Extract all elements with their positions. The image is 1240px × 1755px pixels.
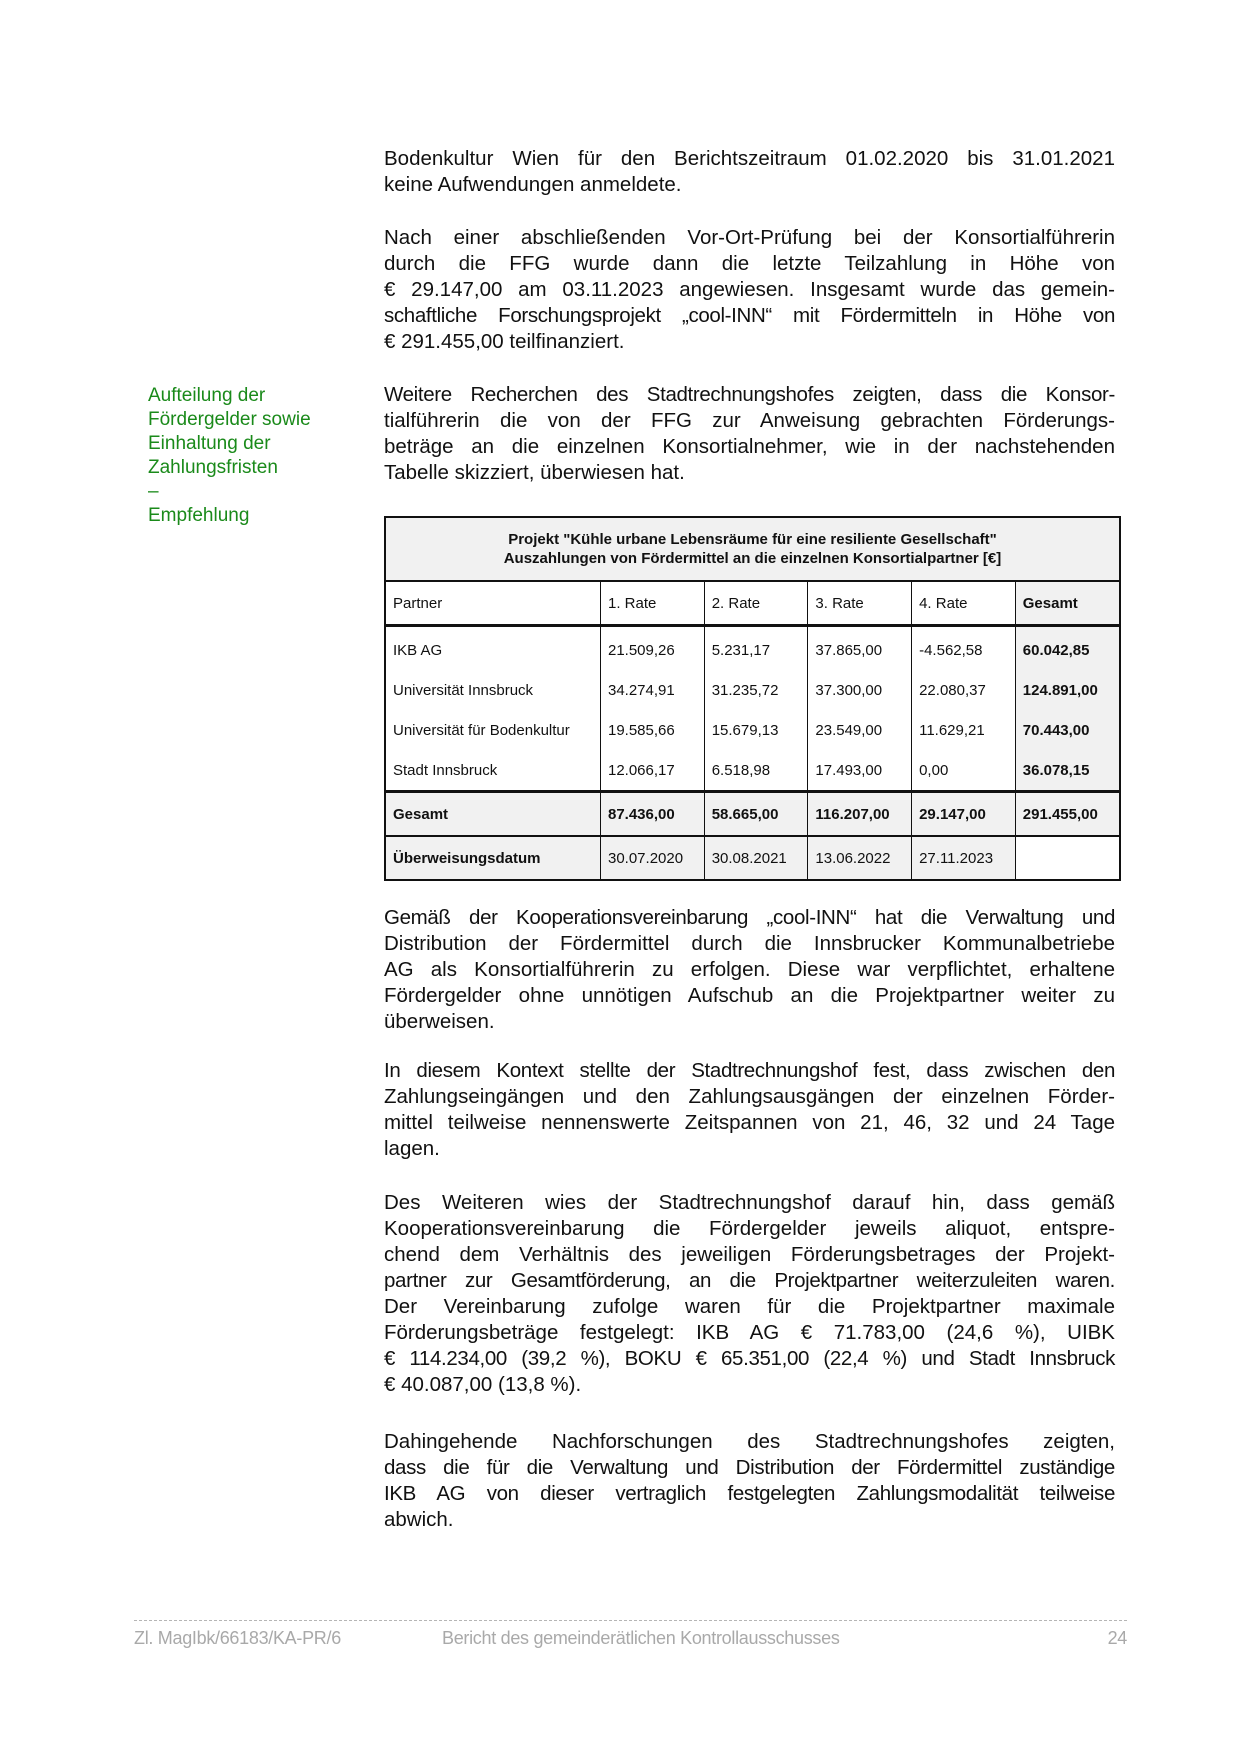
text-line: keine Aufwendungen anmeldete.	[384, 173, 682, 196]
text-line: lagen.	[384, 1137, 440, 1160]
text-line: Kooperationsvereinbarung die Fördergelder jeweils aliquot, entspre-	[384, 1217, 1115, 1240]
table-header-row	[385, 581, 1120, 626]
text-line: dass die für die Verwaltung und Distribution der Fördermittel zuständige	[384, 1456, 1115, 1479]
margin-note-line: –	[148, 481, 159, 502]
column-header: Partner	[385, 581, 600, 626]
table-row	[385, 626, 1120, 671]
text-line: überweisen.	[384, 1010, 495, 1033]
paragraph-recherchen	[384, 382, 1115, 486]
text-line: tialführerin die von der FFG zur Anweisung gebrachten Förderungs-	[384, 409, 1115, 432]
table-cell: 0,00	[912, 750, 1016, 792]
table-cell: Gesamt	[385, 792, 600, 837]
text-line: abwich.	[384, 1508, 454, 1531]
text-line: partner zur Gesamtförderung, an die Projektpartner weiterzuleiten waren.	[384, 1269, 1115, 1292]
table-title-line1: Projekt "Kühle urbane Lebensräume für eine resiliente Gesellschaft"	[508, 531, 997, 548]
paragraph-aliquot	[384, 1190, 1115, 1398]
table-title	[385, 517, 1120, 581]
margin-note-section-heading	[148, 384, 348, 528]
table-cell: Universität für Bodenkultur	[385, 710, 600, 750]
table-cell: 21.509,26	[600, 626, 704, 671]
text-line: Zahlungseingängen und den Zahlungsausgängen der einzelnen Förder-	[384, 1085, 1115, 1108]
table-cell: 291.455,00	[1015, 792, 1120, 837]
text-line: € 114.234,00 (39,2 %), BOKU € 65.351,00 (22,4 %) und Stadt Innsbruck	[384, 1347, 1115, 1370]
text-line: Distribution der Fördermittel durch die Innsbrucker Kommunalbetriebe	[384, 932, 1115, 955]
table-cell: 37.865,00	[808, 626, 912, 671]
table-cell: 70.443,00	[1015, 710, 1120, 750]
text-line: € 29.147,00 am 03.11.2023 angewiesen. Insgesamt wurde das gemein-	[384, 278, 1115, 301]
table-cell: 15.679,13	[704, 710, 808, 750]
text-line: Weitere Recherchen des Stadtrechnungshofes zeigten, dass die Konsor-	[384, 383, 1115, 406]
table-cell: 19.585,66	[600, 710, 704, 750]
footer-divider	[134, 1620, 1127, 1621]
table-cell: 30.07.2020	[600, 836, 704, 880]
table-row	[385, 670, 1120, 710]
text-line: Dahingehende Nachforschungen des Stadtrechnungshofes zeigten,	[384, 1430, 1115, 1453]
table-row	[385, 750, 1120, 792]
text-line: schaftliche Forschungsprojekt „cool-INN“ mit Fördermitteln in Höhe von	[384, 304, 1115, 327]
text-line: € 291.455,00 teilfinanziert.	[384, 330, 625, 353]
table-cell: 31.235,72	[704, 670, 808, 710]
table-title-row	[385, 517, 1120, 581]
margin-note-line: Aufteilung der	[148, 385, 266, 406]
text-line: In diesem Kontext stellte der Stadtrechnungshof fest, dass zwischen den	[384, 1059, 1115, 1082]
table-cell: IKB AG	[385, 626, 600, 671]
text-line: Des Weiteren wies der Stadtrechnungshof darauf hin, dass gemäß	[384, 1191, 1115, 1214]
table-cell: 87.436,00	[600, 792, 704, 837]
text-line: beträge an die einzelnen Konsortialnehmer, wie in der nachstehenden	[384, 435, 1115, 458]
column-header: 4. Rate	[912, 581, 1016, 626]
margin-note-line: Einhaltung der	[148, 433, 271, 454]
table-cell: 116.207,00	[808, 792, 912, 837]
text-line: mittel teilweise nennenswerte Zeitspannen von 21, 46, 32 und 24 Tage	[384, 1111, 1115, 1134]
margin-note-line: Zahlungsfristen	[148, 457, 278, 478]
table-cell: 37.300,00	[808, 670, 912, 710]
table-cell: 60.042,85	[1015, 626, 1120, 671]
column-header: 2. Rate	[704, 581, 808, 626]
table-cell: 58.665,00	[704, 792, 808, 837]
table-cell: 12.066,17	[600, 750, 704, 792]
page-number: 24	[1107, 1628, 1127, 1648]
table-cell: Universität Innsbruck	[385, 670, 600, 710]
text-line: Gemäß der Kooperationsvereinbarung „cool-INN“ hat die Verwaltung und	[384, 906, 1115, 929]
paragraph-teilzahlung	[384, 225, 1115, 355]
table-cell: 17.493,00	[808, 750, 912, 792]
table-cell: 34.274,91	[600, 670, 704, 710]
table-date-row	[385, 836, 1120, 880]
table-total-row	[385, 792, 1120, 837]
paragraph-nachforschungen	[384, 1429, 1115, 1533]
table-title-line2: Auszahlungen von Fördermittel an die einzelnen Konsortialpartner [€]	[503, 550, 1002, 567]
table-cell: 13.06.2022	[808, 836, 912, 880]
table-cell: -4.562,58	[912, 626, 1016, 671]
table-cell: 124.891,00	[1015, 670, 1120, 710]
table-cell: 36.078,15	[1015, 750, 1120, 792]
table-cell: 6.518,98	[704, 750, 808, 792]
text-line: Der Vereinbarung zufolge waren für die Projektpartner maximale	[384, 1295, 1115, 1318]
margin-note-line: Empfehlung	[148, 505, 250, 526]
table-cell: 11.629,21	[912, 710, 1016, 750]
footer-report-title: Bericht des gemeinderätlichen Kontrollausschusses	[442, 1628, 840, 1648]
text-line: Bodenkultur Wien für den Berichtszeitraum 01.02.2020 bis 31.01.2021	[384, 147, 1115, 170]
text-line: IKB AG von dieser vertraglich festgelegten Zahlungsmodalität teilweise	[384, 1482, 1115, 1505]
footer-reference: Zl. MagIbk/66183/KA-PR/6	[134, 1628, 341, 1648]
funding-payments-table	[384, 516, 1121, 881]
table-cell	[1015, 836, 1120, 880]
table-row	[385, 710, 1120, 750]
text-line: chend dem Verhältnis des jeweiligen Förderungsbetrages der Projekt-	[384, 1243, 1115, 1266]
table-cell: 22.080,37	[912, 670, 1016, 710]
table-cell: 5.231,17	[704, 626, 808, 671]
text-line: Nach einer abschließenden Vor-Ort-Prüfung bei der Konsortialführerin	[384, 226, 1115, 249]
column-header: 1. Rate	[600, 581, 704, 626]
margin-note-line: Fördergelder sowie	[148, 409, 311, 430]
table-cell: Stadt Innsbruck	[385, 750, 600, 792]
paragraph-zeitspannen	[384, 1058, 1115, 1162]
paragraph-kooperationsvereinbarung	[384, 905, 1115, 1035]
paragraph-berichtszeitraum	[384, 146, 1115, 198]
column-header: 3. Rate	[808, 581, 912, 626]
text-line: durch die FFG wurde dann die letzte Teilzahlung in Höhe von	[384, 252, 1115, 275]
table-cell: 23.549,00	[808, 710, 912, 750]
text-line: Tabelle skizziert, überwiesen hat.	[384, 461, 685, 484]
text-line: AG als Konsortialführerin zu erfolgen. Diese war verpflichtet, erhaltene	[384, 958, 1115, 981]
table-cell: 30.08.2021	[704, 836, 808, 880]
text-line: € 40.087,00 (13,8 %).	[384, 1373, 582, 1396]
table-cell: 27.11.2023	[912, 836, 1016, 880]
table-cell: Überweisungsdatum	[385, 836, 600, 880]
text-line: Fördergelder ohne unnötigen Aufschub an die Projektpartner weiter zu	[384, 984, 1115, 1007]
table-cell: 29.147,00	[912, 792, 1016, 837]
column-header: Gesamt	[1015, 581, 1120, 626]
text-line: Förderungsbeträge festgelegt: IKB AG € 71.783,00 (24,6 %), UIBK	[384, 1321, 1115, 1344]
